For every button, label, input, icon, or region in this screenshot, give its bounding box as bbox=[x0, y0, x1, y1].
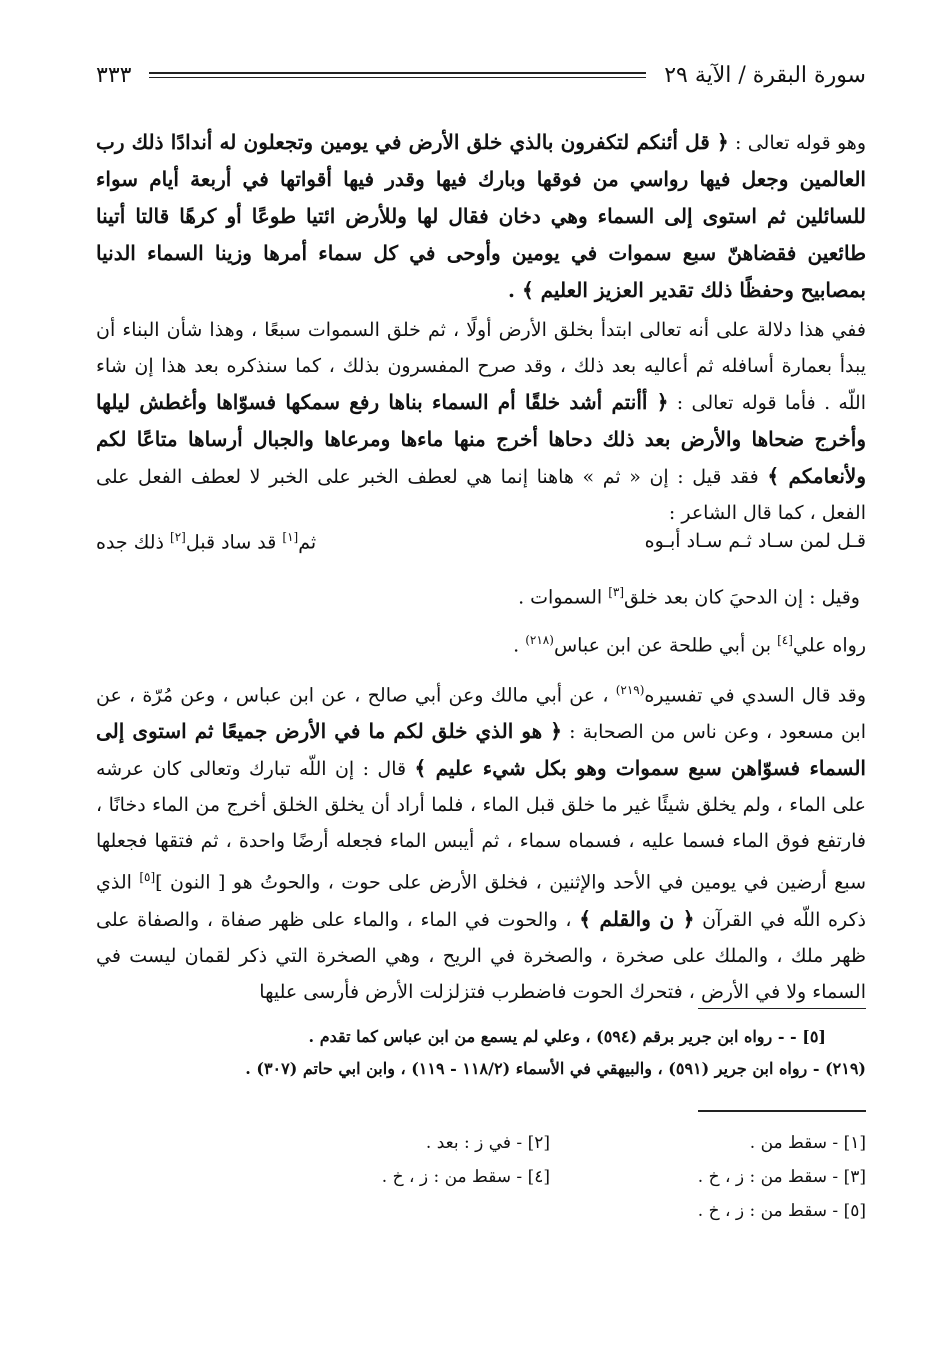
p4-text-a: رواه علي bbox=[792, 634, 866, 657]
note-2: [٢] - في ز : بعد . bbox=[425, 1133, 550, 1153]
p2-text-a: ففي هذا دلالة على أنه تعالى ابتدأ بخلق الأرض أولًا ، ثم خلق السموات سبعًا ، وهذا شأن البناء أن يبدأ بعمارة أسافله ثم أعاليه بعد ذلك ، وقد صرح المفسرون بذلك ، كما سنذكره بعد هذا إن شاء اللّه . فأما قوله تعالى : bbox=[96, 319, 866, 414]
verse-text-b: قد ساد قبل bbox=[185, 531, 283, 554]
note-4: [٤] - سقط من : ز ، خ . bbox=[381, 1167, 550, 1187]
p5-text-e: ، والحوت في الماء ، والماء على ظهر صفاة ، والصفاة على ظهر ملك ، والملك على صخرة ، والصخرة في الريح ، وهي الصخرة التي ذكر لقمان ليست في السماء ولا في الأرض ، فتحرك الحوت فاضطرب فتزلزلت الأرض فأرسى عليها bbox=[96, 908, 866, 1003]
footnote-ref-4[interactable]: [٤] bbox=[777, 633, 793, 647]
header-rule bbox=[149, 72, 646, 78]
p3-text-a: وقيل : إن الدحيَ كان بعد خلق bbox=[624, 586, 860, 609]
paragraph-1 bbox=[96, 124, 866, 309]
p5-text-c: قال : إن اللّه تبارك وتعالى كان عرشه على الماء ، ولم يخلق شيئًا غير ما خلق قبل الماء ، فلما أراد أن يخلق الخلق أخرج من الماء دخانًا ، فارتفع فوق الماء فسما عليه ، فسماه سماء ، ثم أيبس الماء فجعله أرضًا واحدة ، ثم فتقها فجعلها سبع أرضين في يومين في الأحد والإثنين ، فخلق الأرض على حوت ، والحوتُ هو [ النون ] bbox=[96, 758, 866, 894]
footnote-ref-2[interactable]: [٢] bbox=[170, 530, 186, 544]
footnote-separator-2 bbox=[698, 1110, 866, 1112]
page-header bbox=[96, 58, 866, 92]
footnote-219: (٢١٩) - رواه ابن جرير (٥٩١) ، والبيهقي في الأسماء (١١٨/٢ - ١١٩) ، وابن ابي حاتم (٣٠٧) . bbox=[245, 1059, 866, 1078]
footnote-separator-1 bbox=[698, 1008, 866, 1009]
notes-row-3 bbox=[260, 1194, 866, 1228]
p5-text-b: ، عن أبي مالك وعن أبي صالح ، عن ابن عباس ، وعن مُرّة ، عن ابن مسعود ، وعن ناس من الصحابة : bbox=[96, 684, 866, 744]
page-number: ٣٣٣ bbox=[96, 62, 132, 88]
note-1: [١] - سقط من . bbox=[749, 1133, 866, 1153]
running-title: سورة البقرة / الآية ٢٩ bbox=[664, 62, 866, 88]
paragraph-4 bbox=[96, 622, 866, 663]
notes-row-2 bbox=[260, 1160, 866, 1194]
poetry-verse bbox=[96, 530, 866, 553]
manuscript-notes bbox=[260, 1126, 866, 1228]
paragraph-2 bbox=[96, 312, 866, 531]
p5-text-d: الذي ذكره اللّه في القرآن bbox=[96, 871, 866, 931]
p4-text-b: بن أبي طلحة عن ابن عباس bbox=[553, 634, 778, 657]
verse-text-a: ثم bbox=[298, 531, 317, 554]
note-empty bbox=[260, 1194, 550, 1228]
p1-intro: وهو قوله تعالى : bbox=[728, 132, 867, 154]
verse-text-c: ذلك جده bbox=[96, 531, 171, 554]
footnote-ref-3[interactable]: [٣] bbox=[608, 585, 625, 599]
footnote-ref-5[interactable]: [٥] bbox=[139, 870, 156, 885]
footnote-ref-218[interactable]: (٢١٨) bbox=[525, 633, 554, 647]
quran-quote-naziat: ﴿ أأنتم أشد خلقًا أم السماء بناها رفع سمكها فسوّاها وأغطش ليلها وأخرج ضحاها والأرض بعد ذلك دحاها أخرج منها ماءها ومرعاها والجبال أرساها متاعًا لكم ولأنعامكم ﴾ bbox=[96, 390, 866, 488]
verse-hemistich-1: قـل لمن سـاد ثـم سـاد أبـوه bbox=[644, 530, 866, 552]
quran-quote-baqara: ﴿ هو الذي خلق لكم ما في الأرض جميعًا ثم استوى إلى السماء فسوّاهن سبع سموات وهو بكل شيء عليم ﴾ bbox=[96, 719, 866, 781]
verse-hemistich-2 bbox=[96, 530, 426, 553]
paragraph-5 bbox=[96, 672, 866, 1010]
footnote-5: [٥] - - رواه ابن جرير برقم (٥٩٤) ، وعلي لم يسمع من ابن عباس كما تقدم . bbox=[308, 1027, 826, 1046]
p4-text-c: . bbox=[513, 634, 526, 657]
p5-text-a: وقد قال السدي في تفسيره bbox=[644, 684, 867, 707]
p3-text-b: السموات . bbox=[518, 586, 609, 609]
footnote-ref-219[interactable]: (٢١٩) bbox=[615, 683, 645, 697]
footnote-ref-1[interactable]: [١] bbox=[282, 530, 299, 544]
p2-text-b: فقد قيل : إن « ثم » هاهنا إنما هي لعطف الخبر على الخبر لا لعطف الفعل على الفعل ، كما قال الشاعر : bbox=[96, 466, 866, 524]
notes-row-1 bbox=[260, 1126, 866, 1160]
note-3: [٣] - سقط من : ز ، خ . bbox=[697, 1167, 866, 1187]
quran-quote-qalam: ﴿ ن والقلم ﴾ bbox=[579, 906, 695, 931]
paragraph-3 bbox=[96, 574, 866, 615]
note-5: [٥] - سقط من : ز ، خ . bbox=[697, 1201, 866, 1221]
quran-quote-fussilat: ﴿ قل أئنكم لتكفرون بالذي خلق الأرض في يومين وتجعلون له أندادًا ذلك رب العالمين وجعل فيها رواسي من فوقها وبارك فيها وقدر فيها أقواتها في أربعة أيام سواء للسائلين ثم استوى إلى السماء وهي دخان فقال لها وللأرض ائتيا طوعًا أو كرهًا قالتا أتينا طائعين فقضاهنّ سبع سموات في يومين وأوحى في كل سماء أمرها وزينا السماء الدنيا بمصابيح وحفظًا ذلك تقدير العزيز العليم ﴾ . bbox=[96, 130, 866, 302]
